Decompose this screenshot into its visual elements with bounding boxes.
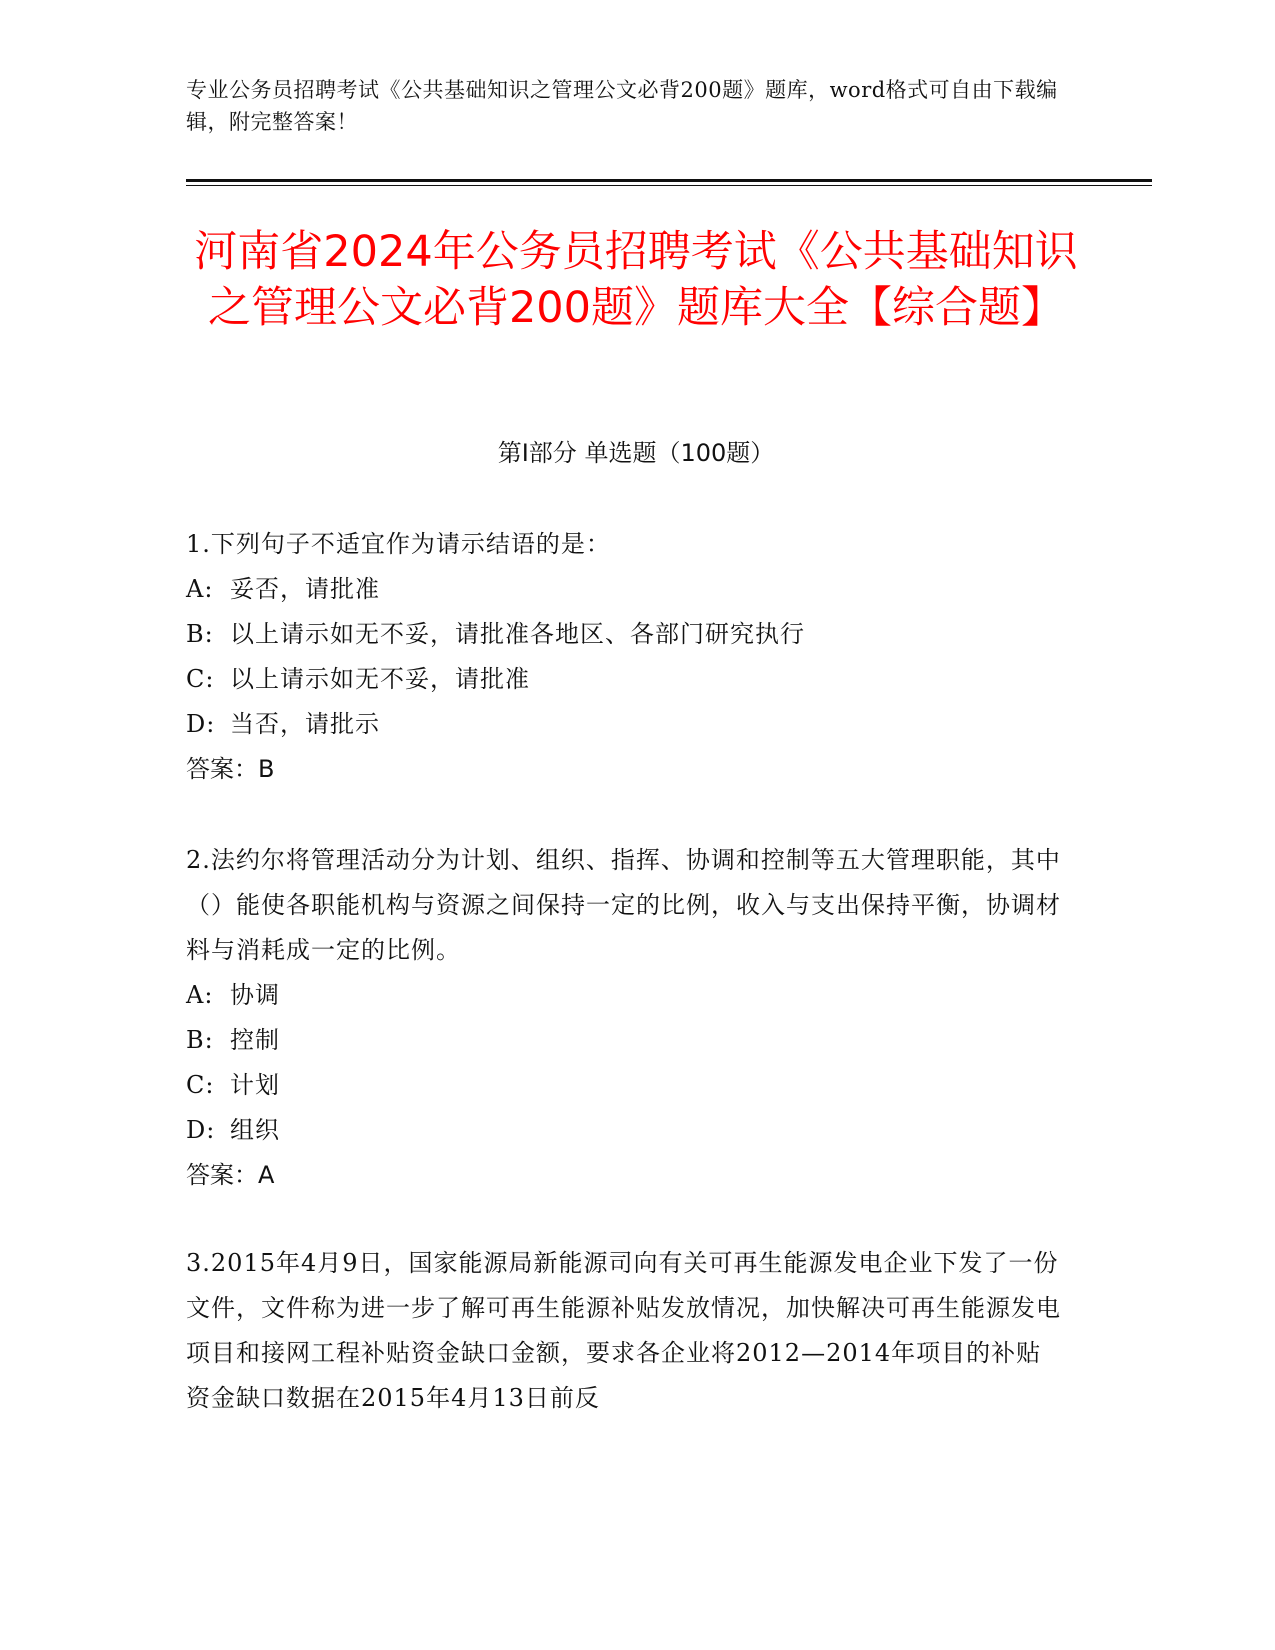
document-title: 河南省2024年公务员招聘考试《公共基础知识之管理公文必背200题》题库大全【综合题】 <box>194 227 1078 333</box>
option-letter: C: <box>186 1071 215 1099</box>
option-letter: A: <box>186 575 214 603</box>
option-a <box>186 567 1066 612</box>
answer-label: 答案： <box>186 1161 258 1189</box>
option-letter: B: <box>186 620 214 648</box>
option-d <box>186 702 1066 747</box>
header-rule-thick <box>186 179 1152 182</box>
option-text: 控制 <box>230 1026 280 1054</box>
question-text: 3.2015年4月9日，国家能源局新能源司向有关可再生能源发电企业下发了一份文件，文件称为进一步了解可再生能源补贴发放情况，加快解决可再生能源发电项目和接网工程补贴资金缺口金额，要求各企业将2012—2014年项目的补贴资金缺口数据在2015年4月13日前反 <box>186 1249 1061 1412</box>
option-letter: D: <box>186 1116 216 1144</box>
option-a <box>186 973 1066 1018</box>
option-text: 妥否，请批准 <box>230 575 380 603</box>
option-text: 组织 <box>230 1116 280 1144</box>
option-text: 以上请示如无不妥，请批准各地区、各部门研究执行 <box>230 620 805 648</box>
option-text: 当否，请批示 <box>230 710 380 738</box>
question-3 <box>186 1241 1066 1421</box>
question-text: 1.下列句子不适宜作为请示结语的是： <box>186 530 611 558</box>
answer-value: A <box>258 1161 275 1189</box>
answer-line <box>186 747 1066 792</box>
option-letter: A: <box>186 981 214 1009</box>
option-letter: D: <box>186 710 216 738</box>
question-text: 2.法约尔将管理活动分为计划、组织、指挥、协调和控制等五大管理职能，其中（）能使各职能机构与资源之间保持一定的比例，收入与支出保持平衡，协调材料与消耗成一定的比例。 <box>186 846 1061 964</box>
option-b <box>186 1018 1066 1063</box>
section-heading: 第I部分 单选题（100题） <box>497 439 775 467</box>
answer-value: B <box>258 755 275 783</box>
option-c <box>186 657 1066 702</box>
header-rule-thin <box>186 185 1152 186</box>
question-1 <box>186 522 1066 792</box>
option-text: 计划 <box>230 1071 280 1099</box>
option-text: 以上请示如无不妥，请批准 <box>230 665 530 693</box>
option-c <box>186 1063 1066 1108</box>
answer-label: 答案： <box>186 755 258 783</box>
option-letter: B: <box>186 1026 214 1054</box>
answer-line <box>186 1153 1066 1198</box>
question-2 <box>186 838 1066 1198</box>
option-letter: C: <box>186 665 215 693</box>
option-d <box>186 1108 1066 1153</box>
header-note: 专业公务员招聘考试《公共基础知识之管理公文必背200题》题库，word格式可自由下载编辑，附完整答案！ <box>186 78 1058 134</box>
option-b <box>186 612 1066 657</box>
option-text: 协调 <box>230 981 280 1009</box>
